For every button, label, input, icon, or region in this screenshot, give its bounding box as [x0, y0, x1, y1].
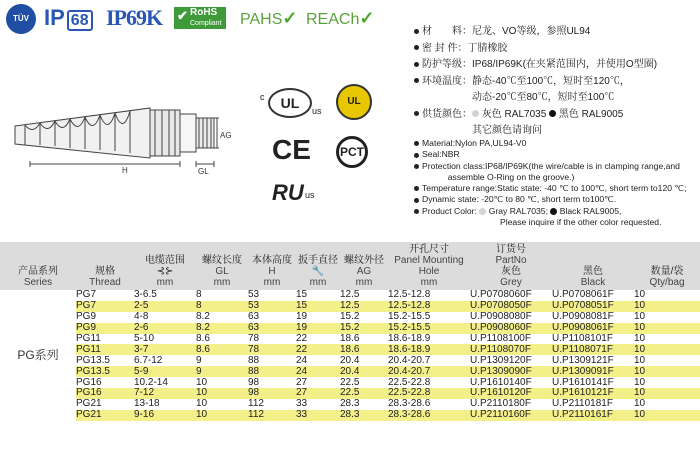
header-series	[0, 242, 76, 290]
black-part-cell: U.P1309121F	[552, 354, 614, 366]
check-icon: ✓	[359, 8, 375, 28]
thread-cell: PG21	[76, 398, 102, 410]
black-part-cell: U.P0908081F	[552, 311, 614, 323]
table-row	[0, 301, 700, 312]
ul-gold-logo: UL	[336, 84, 372, 120]
wrench-cell: 24	[296, 366, 340, 377]
cable-range-cell: 5-9	[134, 366, 196, 377]
header-en: Panel Mounting	[394, 255, 464, 266]
pct-logo: PCT	[336, 136, 368, 168]
spec-line	[414, 194, 686, 205]
rohs-title: RoHS	[190, 7, 218, 18]
hole-cell: 12.5-12.8	[388, 301, 470, 312]
table-header	[0, 242, 700, 290]
spec-text: assemble O-Ring on the groove.)	[422, 171, 575, 182]
header-gl	[196, 242, 248, 290]
cable-range-cell: 2-5	[134, 301, 196, 312]
table-row	[0, 388, 700, 399]
rohs-subtitle: Compliant	[190, 20, 222, 27]
header-cn: 黑色	[583, 266, 603, 277]
spec-note: Please inquire if the other color requested.	[500, 217, 662, 228]
header-unit: mm	[213, 277, 231, 288]
height-cell: 78	[248, 333, 260, 344]
wrench-cell: 33	[296, 398, 308, 410]
spec-line	[414, 183, 686, 194]
hole-cell: 22.5-22.8	[388, 376, 431, 388]
hole-cell: 15.2-15.5	[388, 323, 470, 334]
thread-cell: PG13.5	[76, 366, 134, 377]
height-cell: 88	[248, 354, 260, 366]
grey-part-cell: U.P1309090F	[470, 366, 552, 377]
grey-part-cell: U.P2110160F	[470, 410, 552, 421]
bullet-icon	[414, 111, 419, 116]
cable-gland-drawing	[10, 98, 232, 178]
spec-text: 供货颜色：	[422, 108, 472, 120]
tuv-logo: TÜV	[6, 4, 36, 34]
grey-part-cell: U.P1108070F	[470, 344, 552, 355]
black-part-cell: U.P2110181F	[552, 398, 613, 410]
height-cell: 112	[248, 398, 264, 410]
spec-text: Dynamic state: -20℃ to 80 ℃, short term to100℃.	[422, 194, 617, 205]
wrench-cell: 15	[296, 289, 308, 301]
ag-cell: 12.5	[340, 301, 388, 312]
qty-cell: 10	[634, 410, 700, 421]
bullet-icon	[414, 153, 419, 158]
hole-cell: 28.3-28.6	[388, 398, 431, 410]
gl-cell: 8.6	[196, 333, 210, 344]
header-cn: 本体高度	[252, 255, 292, 266]
pahs-label: PAHS	[240, 11, 283, 28]
rohs-logo	[174, 7, 226, 29]
thread-cell: PG11	[76, 333, 101, 344]
thread-cell: PG7	[76, 301, 134, 312]
reach-logo	[306, 8, 374, 30]
dim-ag-label: AG	[220, 131, 232, 140]
table-body	[0, 290, 700, 421]
header-cn: 开孔尺寸	[409, 244, 449, 255]
pahs-logo	[240, 8, 297, 30]
height-cell: 112	[248, 410, 296, 421]
cable-range-icon: ⊰⊱	[156, 266, 174, 277]
spec-text: Material:Nylon PA,UL94-V0	[422, 138, 527, 148]
wrench-icon: 🔧	[311, 266, 325, 277]
header-cn: 产品系列	[18, 266, 58, 277]
wrench-cell: 27	[296, 376, 308, 388]
hole-cell: 18.6-18.9	[388, 344, 470, 355]
thread-cell: PG7	[76, 289, 97, 301]
spec-line	[414, 206, 686, 217]
header-unit: mm	[309, 277, 327, 288]
hole-cell: 22.5-22.8	[388, 388, 470, 399]
header-en: AG	[356, 266, 372, 277]
thread-cell: PG11	[76, 344, 134, 355]
qty-cell: 10	[634, 289, 646, 301]
header-en: H	[268, 266, 276, 277]
header-unit: mm	[355, 277, 373, 288]
grey-part-cell: U.P0708060F	[470, 289, 532, 301]
cable-range-cell: 4-8	[134, 311, 149, 323]
table-row	[0, 290, 700, 301]
spec-line	[414, 107, 657, 124]
grey-swatch-icon	[479, 208, 486, 215]
ag-cell: 22.5	[340, 376, 360, 388]
cable-range-cell: 3-7	[134, 344, 196, 355]
qty-cell: 10	[634, 398, 646, 410]
spec-text: Protection class:IP68/IP69K(the wire/cable is in clamping range,and	[422, 160, 680, 171]
header-unit: mm	[263, 277, 281, 288]
cable-range-cell: 5-10	[134, 333, 155, 344]
height-cell: 53	[248, 289, 260, 301]
height-cell: 53	[248, 301, 296, 312]
thread-cell: PG16	[76, 376, 102, 388]
header-en: Thread	[89, 277, 121, 288]
ru-us-mark: us	[305, 190, 315, 200]
ce-logo: CE	[272, 134, 311, 165]
table-row	[0, 344, 700, 355]
cable-range-cell: 10.2-14	[134, 376, 168, 388]
dim-gl-label: GL	[198, 167, 209, 176]
qty-cell: 10	[634, 388, 700, 399]
cable-range-cell: 6.7-12	[134, 354, 163, 366]
table-row	[0, 410, 700, 421]
hole-cell: 20.4-20.7	[388, 366, 470, 377]
header-unit: mm	[156, 277, 174, 288]
header-cn: 规格	[95, 266, 115, 277]
spec-text: 环境温度：静态-40℃至100℃，短时至120℃，	[422, 75, 630, 87]
spec-text: 密 封 件：丁腈橡胶	[422, 42, 508, 54]
gl-cell: 10	[196, 398, 208, 410]
thread-cell: PG21	[76, 410, 134, 421]
black-part-cell: U.P2110161F	[552, 410, 634, 421]
black-swatch-icon	[550, 208, 557, 215]
wrench-cell: 19	[296, 311, 308, 323]
gl-cell: 8	[196, 301, 248, 312]
cable-range-cell: 9-16	[134, 410, 196, 421]
grey-swatch-icon	[472, 110, 479, 117]
grey-part-cell: U.P2110180F	[470, 398, 531, 410]
height-cell: 98	[248, 376, 260, 388]
wrench-cell: 24	[296, 354, 308, 366]
qty-cell: 10	[634, 344, 700, 355]
ip68-logo	[44, 6, 93, 30]
table-row	[0, 377, 700, 388]
series-cell: PG系列	[0, 290, 76, 421]
spec-text: Product Color:	[422, 205, 477, 216]
spec-line	[414, 57, 657, 74]
spec-text: 材 料：尼龙、VO等级，参照UL94	[422, 26, 591, 37]
hole-cell: 28.3-28.6	[388, 410, 470, 421]
header-h	[248, 242, 296, 290]
spec-text: Temperature range:Static state: -40 ℃ to 100℃, short term to120 ℃;	[422, 183, 687, 194]
check-icon: ✔	[177, 8, 188, 23]
thread-cell: PG13.5	[76, 354, 110, 366]
dim-h-label: H	[122, 166, 128, 175]
black-part-cell: U.P1108101F	[552, 333, 613, 344]
ag-cell: 12.5	[340, 289, 360, 301]
spec-line	[414, 41, 657, 58]
gl-cell: 10	[196, 376, 208, 388]
gl-cell: 10	[196, 388, 248, 399]
spec-line	[414, 217, 686, 228]
wrench-cell: 15	[296, 301, 340, 312]
specs-chinese	[414, 24, 657, 140]
spec-text: Seal:NBR	[422, 149, 460, 160]
height-cell: 63	[248, 323, 296, 334]
spec-text: 防护等级：IP68/IP69K(在夹紧范围内，并使用O型圈)	[422, 59, 658, 70]
grey-part-cell: U.P0908080F	[470, 311, 532, 323]
header-en: Series	[23, 277, 53, 288]
qty-cell: 10	[634, 301, 700, 312]
spec-line	[414, 90, 657, 107]
grey-part-cell: U.P1610120F	[470, 388, 552, 399]
bullet-icon	[414, 29, 419, 34]
spec-line	[414, 138, 686, 149]
spec-text: 其它颜色请询问	[422, 125, 542, 136]
qty-cell: 10	[634, 376, 646, 388]
ul-c-mark: c	[260, 92, 265, 102]
header-wrench	[296, 242, 340, 290]
ip68-rating: 68	[67, 10, 93, 31]
bullet-icon	[414, 209, 419, 214]
qty-cell: 10	[634, 354, 646, 366]
grey-part-cell: U.P1610140F	[470, 376, 532, 388]
header-unit: mm	[420, 277, 438, 288]
spec-line	[414, 24, 657, 41]
ag-cell: 18.6	[340, 333, 360, 344]
header-en: Grey	[500, 277, 522, 288]
header-en: Hole	[418, 266, 440, 277]
bullet-icon	[414, 164, 419, 169]
qty-cell: 10	[634, 311, 646, 323]
reach-label: REACh	[306, 11, 360, 28]
black-part-cell: U.P1309091F	[552, 366, 634, 377]
header-en: Qty/bag	[649, 277, 685, 288]
ul-logo: UL	[268, 88, 312, 118]
spec-line	[414, 161, 686, 172]
height-cell: 98	[248, 388, 296, 399]
black-part-cell: U.P0708061F	[552, 289, 614, 301]
header-cn: 螺纹外径	[344, 255, 384, 266]
height-cell: 63	[248, 311, 260, 323]
header-cn: 扳手直径	[298, 255, 338, 266]
grey-part-cell: U.P1108100F	[470, 333, 531, 344]
gl-cell: 8.2	[196, 323, 248, 334]
header-en: PartNo	[495, 255, 527, 266]
spec-line	[414, 172, 686, 183]
ag-cell: 20.4	[340, 366, 388, 377]
bullet-icon	[414, 62, 419, 67]
ip68-prefix: IP	[44, 5, 65, 30]
cable-range-cell: 2-6	[134, 323, 196, 334]
color-grey-cn: 灰色 RAL7035	[481, 108, 547, 120]
ag-cell: 22.5	[340, 388, 388, 399]
hole-cell: 20.4-20.7	[388, 354, 431, 366]
cable-range-cell: 13-18	[134, 398, 160, 410]
wrench-cell: 19	[296, 323, 340, 334]
black-swatch-icon	[549, 110, 556, 117]
ru-logo: RU	[272, 180, 304, 205]
header-black	[552, 242, 634, 290]
grey-part-cell: U.P1309120F	[470, 354, 532, 366]
height-cell: 78	[248, 344, 296, 355]
color-black-cn: 黑色 RAL9005	[558, 108, 624, 120]
qty-cell: 10	[634, 323, 700, 334]
black-part-cell: U.P0708051F	[552, 301, 634, 312]
header-cn: 订货号	[496, 244, 526, 255]
ag-cell: 28.3	[340, 398, 360, 410]
header-grey	[470, 242, 552, 290]
header-cn: 螺纹长度	[202, 255, 242, 266]
header-thread	[76, 242, 134, 290]
specs-english	[414, 138, 686, 228]
table-row	[0, 355, 700, 366]
cable-range-cell: 7-12	[134, 388, 196, 399]
header-cable-range	[134, 242, 196, 290]
gl-cell: 8.2	[196, 311, 210, 323]
gl-cell: 8.6	[196, 344, 248, 355]
wrench-cell: 22	[296, 333, 308, 344]
hole-cell: 18.6-18.9	[388, 333, 431, 344]
wrench-cell: 22	[296, 344, 340, 355]
black-part-cell: U.P1610141F	[552, 376, 614, 388]
ag-cell: 28.3	[340, 410, 388, 421]
ag-cell: 18.6	[340, 344, 388, 355]
black-part-cell: U.P1610121F	[552, 388, 634, 399]
gl-cell: 9	[196, 354, 202, 366]
table-row	[0, 399, 700, 410]
table-row	[0, 334, 700, 345]
qty-cell: 10	[634, 366, 700, 377]
black-part-cell: U.P1108071F	[552, 344, 634, 355]
spec-table	[0, 242, 700, 421]
wrench-cell: 27	[296, 388, 340, 399]
qty-cell: 10	[634, 333, 646, 344]
header-hole	[388, 242, 470, 290]
grey-part-cell: U.P0908060F	[470, 323, 552, 334]
header-cn: 灰色	[501, 266, 521, 277]
header-cn: 数量/袋	[650, 266, 684, 277]
wrench-cell: 33	[296, 410, 340, 421]
ag-cell: 15.2	[340, 323, 388, 334]
gl-cell: 9	[196, 366, 248, 377]
hole-cell: 12.5-12.8	[388, 289, 431, 301]
ag-cell: 15.2	[340, 311, 360, 323]
black-part-cell: U.P0908061F	[552, 323, 634, 334]
gl-cell: 8	[196, 289, 202, 301]
ul-us-mark: us	[312, 106, 322, 116]
bullet-icon	[414, 78, 419, 83]
color-black-en: Black RAL9005,	[559, 205, 622, 216]
gl-cell: 10	[196, 410, 248, 421]
cable-range-cell: 3-6.5	[134, 289, 157, 301]
header-en: Black	[580, 277, 606, 288]
grey-part-cell: U.P0708050F	[470, 301, 552, 312]
color-grey-en: Gray RAL7035;	[488, 205, 548, 216]
spec-line	[414, 74, 657, 91]
ip69k-logo: IP69K	[106, 5, 163, 30]
hole-cell: 15.2-15.5	[388, 311, 431, 323]
header-en: GL	[215, 266, 229, 277]
ag-cell: 20.4	[340, 354, 360, 366]
table-row	[0, 312, 700, 323]
table-row	[0, 366, 700, 377]
thread-cell: PG9	[76, 323, 134, 334]
bullet-icon	[414, 198, 419, 203]
height-cell: 88	[248, 366, 296, 377]
check-icon: ✓	[282, 8, 298, 28]
header-ag	[340, 242, 388, 290]
spec-text: 动态-20℃至80℃，短时至100℃	[422, 92, 615, 103]
table-row	[0, 323, 700, 334]
bullet-icon	[414, 45, 419, 50]
thread-cell: PG16	[76, 388, 134, 399]
header-cn: 电缆范围	[145, 255, 185, 266]
bullet-icon	[414, 141, 419, 146]
thread-cell: PG9	[76, 311, 97, 323]
header-qty	[634, 242, 700, 290]
bullet-icon	[414, 186, 419, 191]
spec-line	[414, 149, 686, 160]
